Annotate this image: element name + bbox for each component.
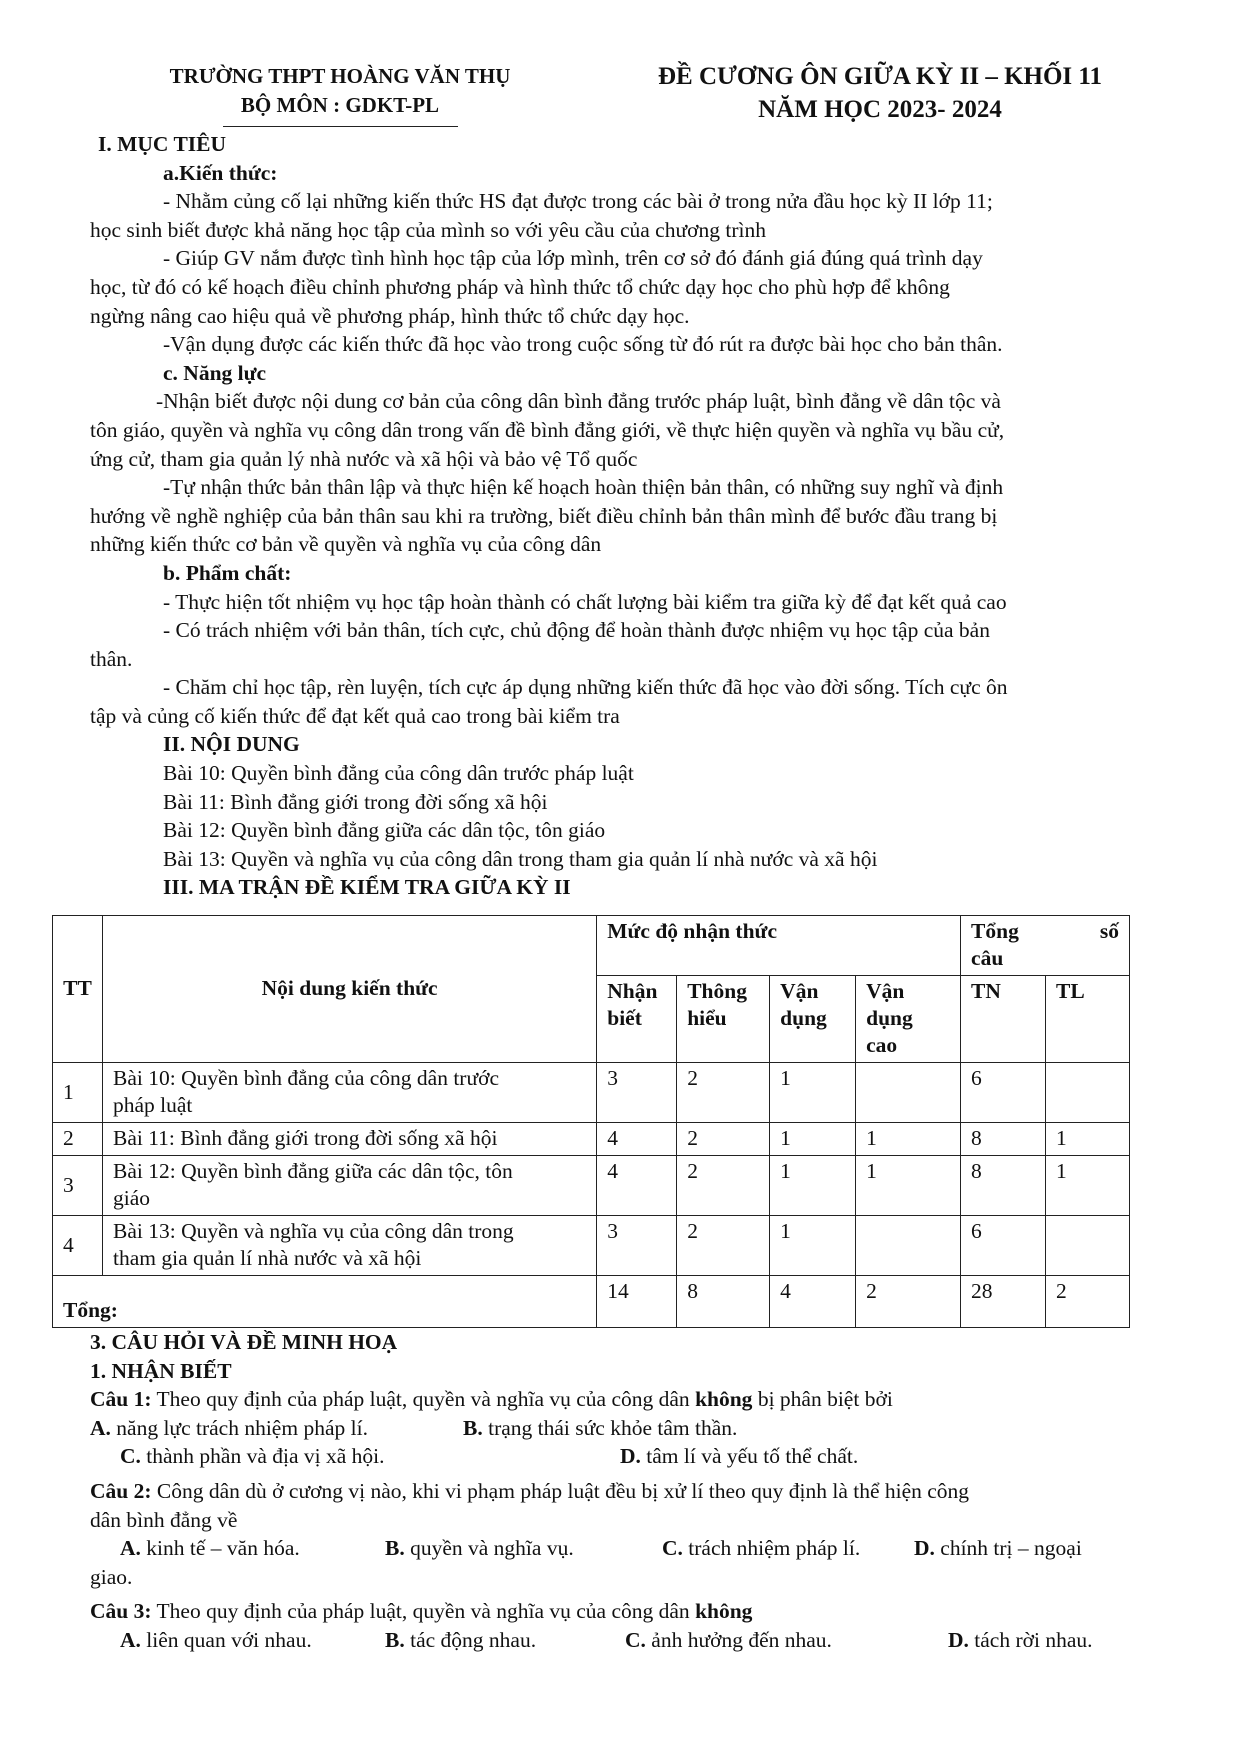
lesson-item: Bài 12: Quyền bình đẳng giữa các dân tộc, tôn giáo (163, 818, 606, 843)
header-text: Thông (687, 979, 747, 1003)
total-tl: 2 (1045, 1276, 1129, 1328)
cell-tt: 3 (53, 1156, 103, 1216)
cell-tt: 4 (53, 1216, 103, 1276)
table-row (53, 1216, 1130, 1276)
cell-tl (1045, 1216, 1129, 1276)
cell-recognition: 4 (597, 1156, 677, 1216)
header-tl: TL (1045, 976, 1129, 1063)
question-2 (90, 1477, 1148, 1506)
option-label: A. (90, 1415, 111, 1440)
total-understanding: 8 (677, 1276, 770, 1328)
header-cognitive-level: Mức độ nhận thức (597, 916, 961, 976)
lesson-item: Bài 10: Quyền bình đẳng của công dân trước pháp luật (163, 761, 634, 786)
lesson-item: Bài 11: Bình đẳng giới trong đời sống xã hội (163, 789, 548, 814)
cell-understanding: 2 (677, 1156, 770, 1216)
table-row (53, 1063, 1130, 1123)
question-3 (90, 1597, 1148, 1626)
option-label: C. (625, 1627, 646, 1652)
header-text: biết (607, 1006, 642, 1030)
cell-understanding: 2 (677, 1216, 770, 1276)
option-text: trạng thái sức khỏe tâm thần. (482, 1415, 738, 1440)
school-year: NĂM HỌC 2023- 2024 (758, 96, 1002, 123)
answer-option-a (120, 1534, 385, 1563)
question-1 (90, 1385, 1148, 1414)
table-header-row (53, 916, 1130, 976)
paragraph-line: - Nhằm củng cố lại những kiến thức HS đạt được trong các bài ở trong nửa đầu học kỳ II lớp 11; (163, 189, 993, 214)
answer-option-b (385, 1626, 625, 1655)
cell-high-application (856, 1063, 961, 1123)
paragraph-line: ngừng nâng cao hiệu quả về phương pháp, hình thức tổ chức dạy học. (90, 303, 690, 328)
questions-section (90, 1328, 1148, 1655)
answer-option-c (662, 1534, 914, 1563)
header-total-questions (961, 916, 1130, 976)
questions-heading: 3. CÂU HỎI VÀ ĐỀ MINH HOẠ (90, 1330, 398, 1354)
document-title: ĐỀ CƯƠNG ÔN GIỮA KỲ II – KHỐI 11 (657, 63, 1103, 90)
option-text: quyền và nghĩa vụ. (404, 1536, 574, 1561)
cell-text: tham gia quản lí nhà nước và xã hội (112, 1246, 422, 1270)
option-text: liên quan với nhau. (140, 1627, 312, 1652)
competence-heading: c. Năng lực (163, 360, 267, 385)
table-total-row (53, 1276, 1130, 1328)
paragraph-line: tập và củng cố kiến thức để đạt kết quả cao trong bài kiểm tra (90, 703, 620, 728)
cell-content (102, 1156, 596, 1216)
total-recognition: 14 (597, 1276, 677, 1328)
paragraph-line: - Chăm chỉ học tập, rèn luyện, tích cực áp dụng những kiến thức đã học vào đời sống. Tích cực ôn (163, 675, 1008, 700)
option-label: A. (120, 1536, 141, 1561)
cell-high-application: 1 (856, 1156, 961, 1216)
total-high-application: 2 (856, 1276, 961, 1328)
question-emphasis: không (695, 1387, 753, 1412)
option-label: D. (620, 1444, 641, 1469)
recognition-heading: 1. NHẬN BIẾT (90, 1358, 232, 1383)
lesson-item: Bài 13: Quyền và nghĩa vụ của công dân trong tham gia quản lí nhà nước và xã hội (163, 846, 878, 871)
question-text: bị phân biệt bởi (752, 1387, 893, 1412)
paragraph-line: -Tự nhận thức bản thân lập và thực hiện kế hoạch hoàn thiện bản thân, có những suy nghĩ và định (163, 475, 1004, 500)
paragraph-line: hướng về nghề nghiệp của bản thân sau khi ra trường, biết điều chỉnh bản thân mình để bước đầu trang bị (90, 503, 998, 528)
cell-content (102, 1063, 596, 1123)
option-label: B. (385, 1627, 405, 1652)
cell-recognition: 3 (597, 1216, 677, 1276)
answer-option-b (385, 1534, 662, 1563)
paragraph-line: tôn giáo, quyền và nghĩa vụ công dân trong vấn đề bình đẳng giới, về thực hiện quyền và nghĩa vụ bầu cử, (90, 417, 1005, 442)
cell-text: pháp luật (112, 1093, 193, 1117)
cell-tt: 2 (53, 1123, 103, 1156)
cell-text: giáo (112, 1186, 151, 1210)
cell-tn: 6 (961, 1216, 1046, 1276)
header-total-word: Tổng (971, 919, 1019, 943)
header-high-application (856, 976, 961, 1063)
option-label: D. (948, 1627, 969, 1652)
school-name: TRƯỜNG THPT HOÀNG VĂN THỤ (169, 64, 511, 88)
answer-option-a (120, 1626, 385, 1655)
table-row (53, 1156, 1130, 1216)
paragraph-line: học sinh biết được khả năng học tập của mình so với yêu cầu của chương trình (90, 217, 766, 242)
cell-tl (1045, 1063, 1129, 1123)
option-text-cont: giao. (90, 1564, 133, 1589)
total-application: 4 (770, 1276, 856, 1328)
answer-options-row (90, 1442, 1148, 1471)
header-question-word: câu (971, 946, 1004, 970)
header-text: Vận (866, 979, 905, 1003)
total-label: Tổng: (53, 1276, 597, 1328)
objectives-section (90, 130, 1148, 902)
cell-text: Bài 13: Quyền và nghĩa vụ của công dân trong (112, 1219, 514, 1243)
header-tt: TT (53, 916, 103, 1063)
option-label: B. (385, 1536, 405, 1561)
paragraph-line: ứng cử, tham gia quản lý nhà nước và xã hội và bảo vệ Tổ quốc (90, 446, 638, 471)
header-left (120, 62, 560, 127)
answer-options-row (90, 1534, 1148, 1563)
cell-understanding: 2 (677, 1123, 770, 1156)
header-text: cao (866, 1033, 898, 1057)
table-row (53, 1123, 1130, 1156)
cell-content (102, 1216, 596, 1276)
cell-recognition: 4 (597, 1123, 677, 1156)
section-heading-objectives: I. MỤC TIÊU (98, 132, 227, 156)
cell-high-application (856, 1216, 961, 1276)
option-text: ảnh hưởng đến nhau. (645, 1627, 832, 1652)
cell-application: 1 (770, 1063, 856, 1123)
cell-tn: 6 (961, 1063, 1046, 1123)
header-right (595, 60, 1165, 126)
cell-content: Bài 11: Bình đẳng giới trong đời sống xã hội (102, 1123, 596, 1156)
header-understanding (677, 976, 770, 1063)
paragraph-line: - Có trách nhiệm với bản thân, tích cực, chủ động để hoàn thành được nhiệm vụ học tập của bản (163, 618, 990, 643)
option-label: C. (662, 1536, 683, 1561)
question-label: Câu 3: (90, 1599, 152, 1624)
cell-high-application: 1 (856, 1123, 961, 1156)
option-label: C. (120, 1444, 141, 1469)
total-tn: 28 (961, 1276, 1046, 1328)
header-application (770, 976, 856, 1063)
header-tn: TN (961, 976, 1046, 1063)
question-text: Theo quy định của pháp luật, quyền và nghĩa vụ của công dân (151, 1387, 696, 1412)
answer-option-c (120, 1442, 620, 1471)
header-text: dụng (866, 1006, 913, 1030)
question-text-cont: dân bình đẳng về (90, 1507, 238, 1532)
header-text: Vận (780, 979, 819, 1003)
option-text: tách rời nhau. (968, 1627, 1093, 1652)
answer-option-d (620, 1444, 858, 1468)
header-content: Nội dung kiến thức (102, 916, 596, 1063)
cell-tn: 8 (961, 1156, 1046, 1216)
answer-options-row (90, 1626, 1148, 1655)
paragraph-line: những kiến thức cơ bản về quyền và nghĩa vụ của công dân (90, 532, 602, 557)
cell-understanding: 2 (677, 1063, 770, 1123)
header-count-word: số (1099, 919, 1119, 943)
section-heading-content: II. NỘI DUNG (163, 732, 300, 757)
question-text: Công dân dù ở cương vị nào, khi vi phạm pháp luật đều bị xử lí theo quy định là thể hiện công (151, 1478, 970, 1503)
cell-application: 1 (770, 1216, 856, 1276)
header-text: Nhận (607, 979, 658, 1003)
option-label: B. (463, 1415, 483, 1440)
section-heading-matrix: III. MA TRẬN ĐỀ KIỂM TRA GIỮA KỲ II (163, 875, 571, 900)
paragraph-line: học, từ đó có kế hoạch điều chỉnh phương pháp và hình thức tổ chức dạy học cho phù hợp để không (90, 274, 950, 299)
option-label: A. (120, 1627, 141, 1652)
answer-options-row (90, 1414, 1148, 1443)
answer-option-c (625, 1626, 948, 1655)
exam-matrix-table (52, 915, 1130, 1328)
option-text: tâm lí và yếu tố thể chất. (640, 1444, 859, 1469)
cell-application: 1 (770, 1123, 856, 1156)
paragraph-line: - Thực hiện tốt nhiệm vụ học tập hoàn thành có chất lượng bài kiểm tra giữa kỳ để đạt kết quả cao (163, 589, 1007, 614)
cell-text: Bài 10: Quyền bình đẳng của công dân trước (112, 1066, 500, 1090)
header-text: hiểu (687, 1006, 727, 1030)
option-text: kinh tế – văn hóa. (140, 1536, 300, 1561)
cell-text: Bài 12: Quyền bình đẳng giữa các dân tộc, tôn (112, 1159, 513, 1183)
cell-application: 1 (770, 1156, 856, 1216)
option-text: trách nhiệm pháp lí. (682, 1536, 861, 1561)
quality-heading: b. Phẩm chất: (163, 560, 292, 585)
answer-option-a (90, 1414, 463, 1443)
cell-tn: 8 (961, 1123, 1046, 1156)
answer-option-b (463, 1416, 737, 1440)
header-underline (223, 126, 458, 127)
question-label: Câu 1: (90, 1387, 152, 1412)
paragraph-line: thân. (90, 646, 133, 671)
paragraph-line: -Nhận biết được nội dung cơ bản của công dân bình đẳng trước pháp luật, bình đẳng về dân tộc và (156, 389, 1001, 414)
paragraph-line: -Vận dụng được các kiến thức đã học vào trong cuộc sống từ đó rút ra được bài học cho bản thân. (163, 332, 1003, 357)
answer-option-d (914, 1536, 1082, 1560)
option-text: chính trị – ngoại (934, 1536, 1082, 1561)
header-text: dụng (780, 1006, 827, 1030)
option-label: D. (914, 1536, 935, 1561)
question-emphasis: không (695, 1599, 753, 1624)
option-text: thành phần và địa vị xã hội. (140, 1444, 385, 1469)
question-label: Câu 2: (90, 1478, 152, 1503)
paragraph-line: - Giúp GV nắm được tình hình học tập của lớp mình, trên cơ sở đó đánh giá đúng quá trình dạy (163, 246, 983, 271)
cell-tl: 1 (1045, 1123, 1129, 1156)
cell-tt: 1 (53, 1063, 103, 1123)
option-text: năng lực trách nhiệm pháp lí. (110, 1415, 368, 1440)
cell-tl: 1 (1045, 1156, 1129, 1216)
header-recognition (597, 976, 677, 1063)
question-text: Theo quy định của pháp luật, quyền và nghĩa vụ của công dân (151, 1599, 696, 1624)
department-name: BỘ MÔN : GDKT-PL (240, 93, 440, 117)
option-text: tác động nhau. (404, 1627, 537, 1652)
answer-option-d (948, 1628, 1093, 1652)
knowledge-heading: a.Kiến thức: (163, 160, 278, 185)
cell-recognition: 3 (597, 1063, 677, 1123)
